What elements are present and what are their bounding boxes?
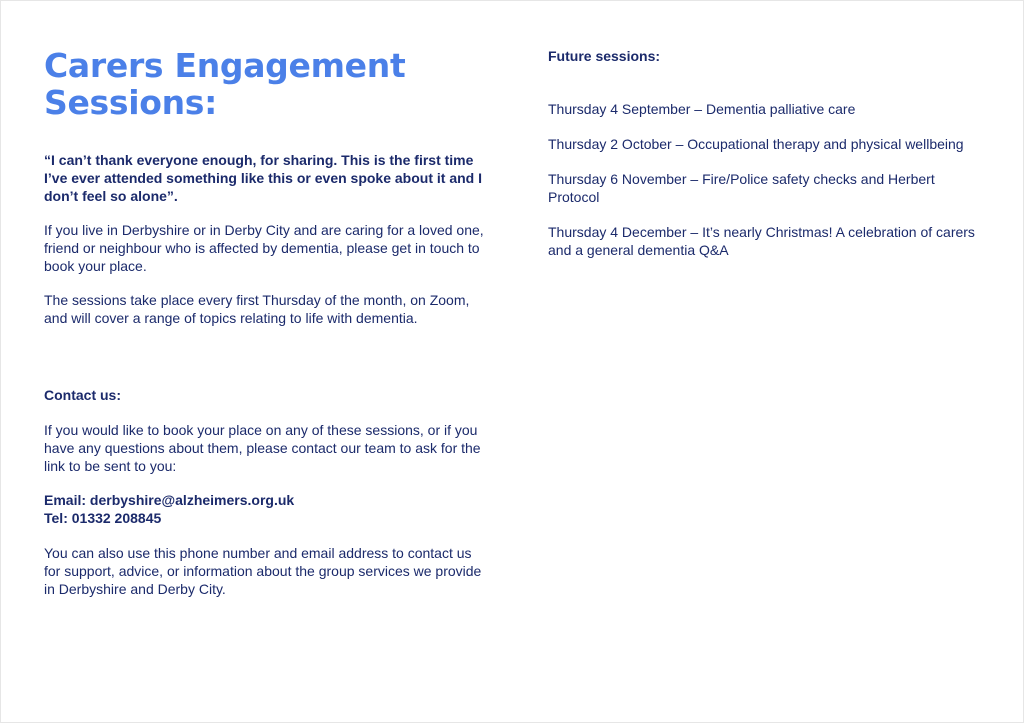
title-line-2: Sessions: [44, 83, 218, 122]
title-line-1: Carers Engagement [44, 46, 406, 85]
testimonial-quote: “I can’t thank everyone enough, for sharing. This is the first time I’ve ever attended something like this or even spoke about it and I don’t feel so alone”. [44, 152, 482, 204]
session-item: Thursday 4 December – It’s nearly Christmas! A celebration of carers and a general dementia Q&A [548, 224, 975, 258]
left-column [44, 46, 489, 597]
session-item: Thursday 4 September – Dementia palliative care [548, 101, 856, 117]
contact-intro: If you would like to book your place on any of these sessions, or if you have any questions about them, please contact our team to ask for the link to be sent to you: [44, 422, 481, 474]
contact-email[interactable]: Email: derbyshire@alzheimers.org.uk [44, 492, 295, 508]
contact-heading: Contact us: [44, 387, 121, 403]
contact-tel[interactable]: Tel: 01332 208845 [44, 510, 162, 526]
session-item: Thursday 2 October – Occupational therapy and physical wellbeing [548, 136, 964, 152]
support-paragraph: You can also use this phone number and email address to contact us for support, advice, or information about the group services we provide in Derbyshire and Derby City. [44, 545, 482, 597]
session-item: Thursday 6 November – Fire/Police safety checks and Herbert Protocol [548, 171, 935, 205]
schedule-paragraph: The sessions take place every first Thursday of the month, on Zoom, and will cover a range of topics relating to life with dementia. [44, 292, 470, 326]
page-title [44, 47, 489, 121]
intro-paragraph: If you live in Derbyshire or in Derby City and are caring for a loved one, friend or neighbour who is affected by dementia, please get in touch to book your place. [44, 222, 484, 274]
future-sessions-heading: Future sessions: [548, 48, 661, 64]
